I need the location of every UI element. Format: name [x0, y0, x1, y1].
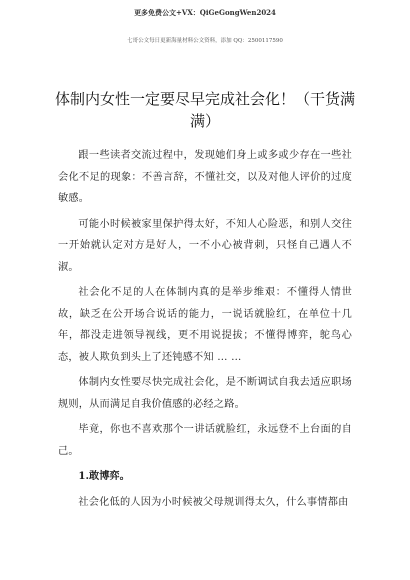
- document-title: 体制内女性一定要尽早完成社会化！（干货满满）: [54, 90, 355, 130]
- promo-note: 七哥公文每日更新海量材料公文资料，添加 QQ：2500117590: [127, 38, 283, 44]
- paragraph-1: 跟一些读者交流过程中，发现她们身上或多或少存在一些社会化不足的现象：不善言辞，不懂社交，以及对他人评价的过度敏感。: [58, 150, 352, 204]
- promo-header: 更多免费公文+VX：QiGeGongWen2024: [134, 8, 276, 17]
- section-heading: 1.敢博弈。: [78, 470, 130, 482]
- paragraph-4: 体制内女性要尽快完成社会化，是不断调试自我去适应职场规则，从而满足自我价值感的必经之路。: [58, 377, 352, 410]
- paragraph-5: 毕竟，你也不喜欢那个一讲话就脸红，永远登不上台面的自己。: [58, 424, 352, 457]
- paragraph-6: 社会化低的人因为小时候被父母规训得太久，什么事情都由: [78, 496, 349, 508]
- paragraph-2: 可能小时候被家里保护得太好，不知人心险恶，和别人交往一开始就认定对方是好人，一不小心被背刺，只怪自己遇人不淑。: [58, 218, 352, 273]
- document-body: [58, 145, 352, 517]
- paragraph-3: 社会化不足的人在体制内真的是举步维艰：不懂得人情世故，缺乏在公开场合说话的能力，一说话就脸红，在单位十几年，都没走进领导视线，更不用说提拔；不懂得博弈，鸵鸟心态，被人欺负到头上了还钝感不知 … …: [58, 287, 352, 363]
